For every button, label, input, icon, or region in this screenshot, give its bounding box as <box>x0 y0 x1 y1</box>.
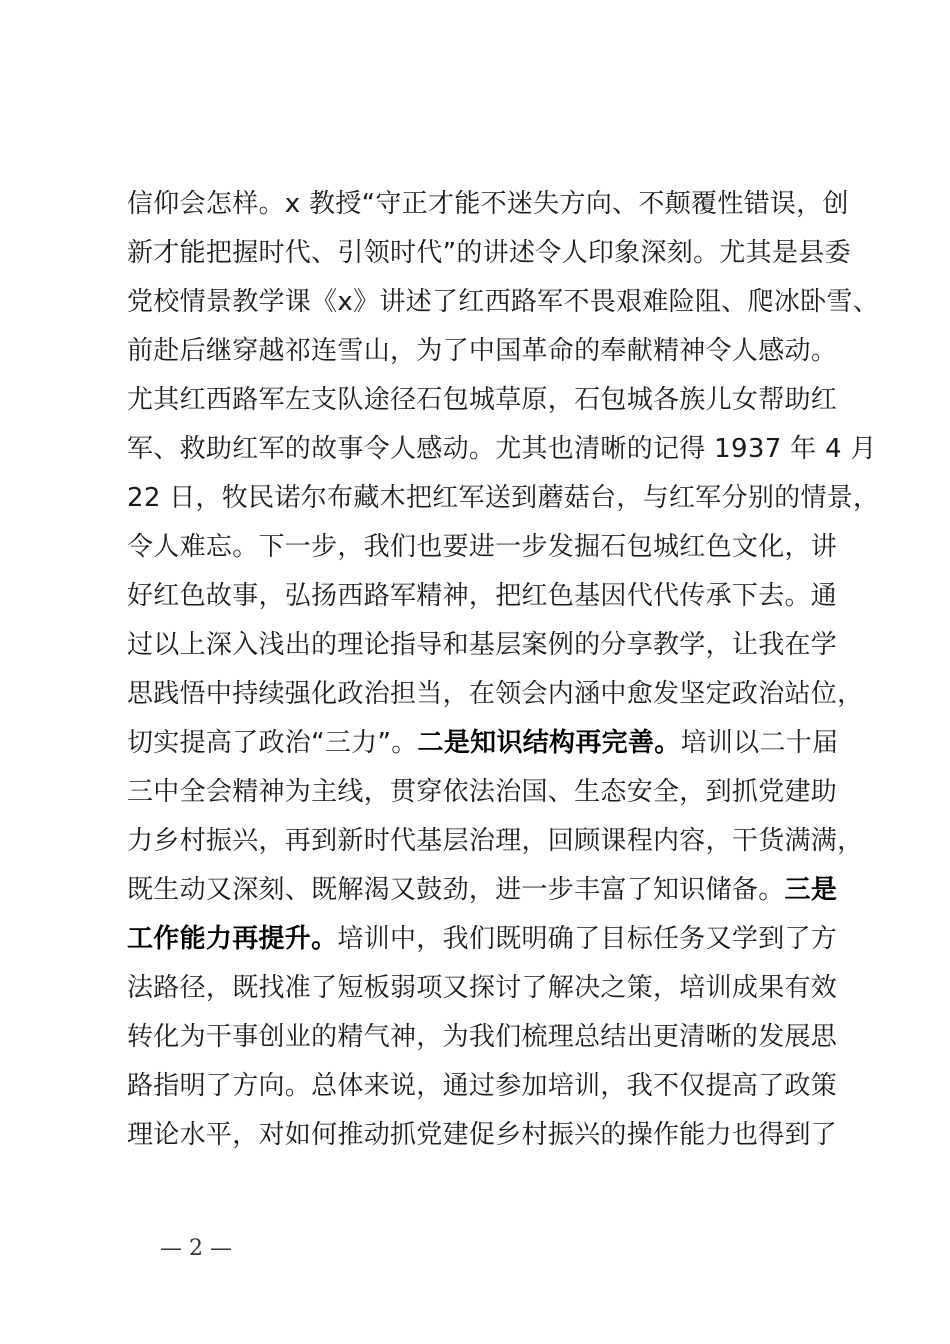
text-line: 转化为干事创业的精气神，为我们梳理总结出更清晰的发展思 <box>127 1022 838 1052</box>
text-line: 22 日，牧民诺尔布藏木把红军送到蘑菇台，与红军分别的情景， <box>127 483 880 513</box>
body-text <box>127 180 880 1160</box>
text-line: 法路径，既找准了短板弱项又探讨了解决之策，培训成果有效 <box>127 973 838 1003</box>
text-line <box>127 915 862 964</box>
text-line: 好红色故事，弘扬西路军精神，把红色基因代代传承下去。通 <box>127 581 838 611</box>
text-line: 令人难忘。下一步，我们也要进一步发掘石包城红色文化，讲 <box>127 532 838 562</box>
section-heading-knowledge: 二是知识结构再完善。 <box>417 728 681 758</box>
page-number: — 2 — <box>160 1236 232 1261</box>
text-line <box>127 719 862 768</box>
text-line: 尤其红西路军左支队途径石包城草原，石包城各族儿女帮助红 <box>127 385 838 415</box>
line-text: 既生动又深刻、既解渴又鼓劲，进一步丰富了知识储备。 <box>127 875 785 905</box>
line-text: 培训以二十届 <box>680 728 839 758</box>
section-heading-ability-part2: 工作能力再提升。 <box>127 924 338 954</box>
text-line: 三中全会精神为主线，贯穿依法治国、生态安全，到抓党建助 <box>127 777 838 807</box>
text-line: 思践悟中持续强化政治担当，在领会内涵中愈发坚定政治站位， <box>127 679 864 709</box>
text-line: 力乡村振兴，再到新时代基层治理，回顾课程内容，干货满满， <box>127 826 864 856</box>
text-line: 信仰会怎样。x 教授“守正才能不迷失方向、不颠覆性错误，创 <box>127 189 849 219</box>
text-line: 过以上深入浅出的理论指导和基层案例的分享教学，让我在学 <box>127 630 838 660</box>
text-line: 前赴后继穿越祁连雪山，为了中国革命的奉献精神令人感动。 <box>127 336 838 366</box>
text-line: 理论水平，对如何推动抓党建促乡村振兴的操作能力也得到了 <box>127 1120 838 1150</box>
text-line: 新才能把握时代、引领时代”的讲述令人印象深刻。尤其是县委 <box>127 238 851 268</box>
text-line: 路指明了方向。总体来说，通过参加培训，我不仅提高了政策 <box>127 1071 838 1101</box>
line-text: 培训中，我们既明确了目标任务又学到了方 <box>337 924 838 954</box>
line-text: 切实提高了政治“三力”。 <box>127 728 418 758</box>
text-line: 军、救助红军的故事令人感动。尤其也清晰的记得 1937 年 4 月 <box>127 434 877 464</box>
text-line <box>127 866 862 915</box>
section-heading-ability-part1: 三是 <box>784 875 838 905</box>
text-line: 党校情景教学课《x》讲述了红西路军不畏艰难险阻、爬冰卧雪、 <box>127 287 880 317</box>
